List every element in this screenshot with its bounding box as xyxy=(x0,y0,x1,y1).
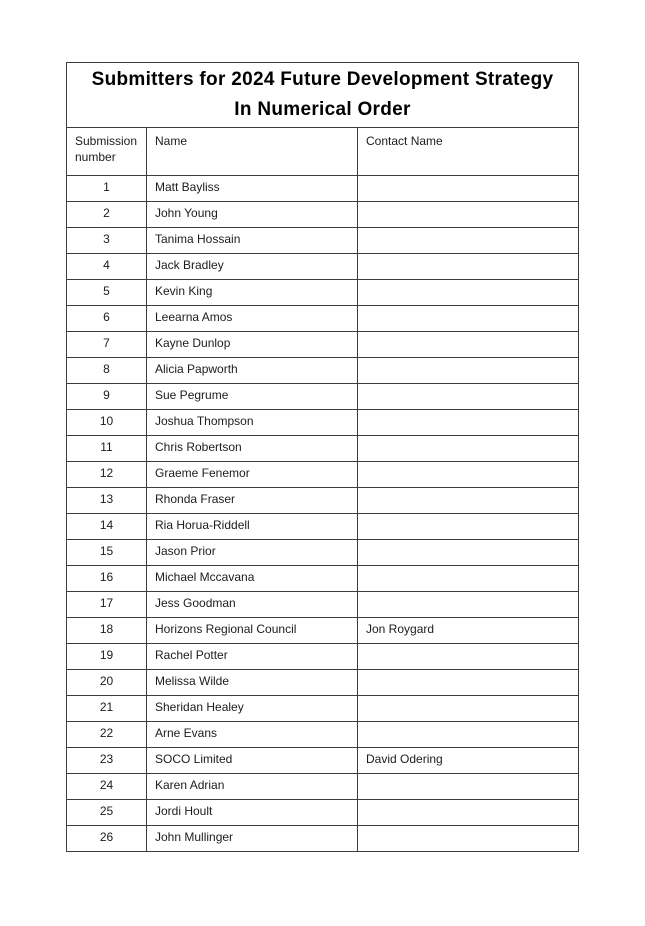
contact-name-cell xyxy=(358,306,579,332)
submitter-name-cell: Matt Bayliss xyxy=(147,176,358,202)
contact-name-cell xyxy=(358,774,579,800)
contact-name-cell xyxy=(358,384,579,410)
table-row xyxy=(67,826,579,852)
table-row xyxy=(67,774,579,800)
submission-number-cell: 8 xyxy=(67,358,147,384)
submission-number-cell: 6 xyxy=(67,306,147,332)
submission-number-cell: 4 xyxy=(67,254,147,280)
table-row xyxy=(67,514,579,540)
contact-name-cell xyxy=(358,410,579,436)
contact-name-cell xyxy=(358,540,579,566)
table-body xyxy=(67,176,579,852)
submitter-name-cell: SOCO Limited xyxy=(147,748,358,774)
table-row xyxy=(67,800,579,826)
submitter-name-cell: Ria Horua-Riddell xyxy=(147,514,358,540)
contact-name-cell xyxy=(358,202,579,228)
submission-number-cell: 19 xyxy=(67,644,147,670)
table-row xyxy=(67,358,579,384)
submission-number-cell: 15 xyxy=(67,540,147,566)
table-row xyxy=(67,670,579,696)
submission-number-cell: 5 xyxy=(67,280,147,306)
submitter-name-cell: Melissa Wilde xyxy=(147,670,358,696)
column-header-submission-number: Submission number xyxy=(67,128,147,176)
submission-number-cell: 20 xyxy=(67,670,147,696)
table-row xyxy=(67,618,579,644)
submission-number-cell: 25 xyxy=(67,800,147,826)
contact-name-cell xyxy=(358,332,579,358)
submitter-name-cell: Tanima Hossain xyxy=(147,228,358,254)
submitter-name-cell: Sue Pegrume xyxy=(147,384,358,410)
contact-name-cell xyxy=(358,670,579,696)
table-row xyxy=(67,254,579,280)
table-row xyxy=(67,748,579,774)
submitter-name-cell: Rachel Potter xyxy=(147,644,358,670)
contact-name-cell xyxy=(358,254,579,280)
table-row xyxy=(67,384,579,410)
submission-number-cell: 11 xyxy=(67,436,147,462)
column-header-contact-name: Contact Name xyxy=(358,128,579,176)
submission-number-cell: 1 xyxy=(67,176,147,202)
contact-name-cell xyxy=(358,800,579,826)
submitter-name-cell: Jordi Hoult xyxy=(147,800,358,826)
table-row xyxy=(67,540,579,566)
submitter-name-cell: Graeme Fenemor xyxy=(147,462,358,488)
table-row xyxy=(67,306,579,332)
submission-number-cell: 23 xyxy=(67,748,147,774)
submitter-name-cell: Kevin King xyxy=(147,280,358,306)
contact-name-cell xyxy=(358,592,579,618)
table-row xyxy=(67,202,579,228)
submitter-name-cell: Joshua Thompson xyxy=(147,410,358,436)
table-row xyxy=(67,644,579,670)
contact-name-cell xyxy=(358,176,579,202)
table-row xyxy=(67,332,579,358)
submitter-name-cell: Arne Evans xyxy=(147,722,358,748)
submission-number-cell: 14 xyxy=(67,514,147,540)
contact-name-cell: Jon Roygard xyxy=(358,618,579,644)
contact-name-cell xyxy=(358,722,579,748)
submission-number-cell: 18 xyxy=(67,618,147,644)
contact-name-cell xyxy=(358,826,579,852)
submitters-table xyxy=(66,62,579,852)
submitter-name-cell: Jess Goodman xyxy=(147,592,358,618)
submission-number-cell: 2 xyxy=(67,202,147,228)
submission-number-cell: 24 xyxy=(67,774,147,800)
contact-name-cell xyxy=(358,228,579,254)
submitter-name-cell: Horizons Regional Council xyxy=(147,618,358,644)
contact-name-cell xyxy=(358,514,579,540)
submitter-name-cell: John Young xyxy=(147,202,358,228)
contact-name-cell xyxy=(358,462,579,488)
contact-name-cell xyxy=(358,566,579,592)
contact-name-cell xyxy=(358,358,579,384)
document-title-line1: Submitters for 2024 Future Development Strategy xyxy=(91,69,554,90)
contact-name-cell xyxy=(358,280,579,306)
submitter-name-cell: John Mullinger xyxy=(147,826,358,852)
table-row xyxy=(67,722,579,748)
submitter-name-cell: Rhonda Fraser xyxy=(147,488,358,514)
title-row xyxy=(67,63,579,128)
submitter-name-cell: Leearna Amos xyxy=(147,306,358,332)
table-row xyxy=(67,176,579,202)
table-row xyxy=(67,488,579,514)
table-row xyxy=(67,436,579,462)
header-row xyxy=(67,128,579,176)
submission-number-cell: 16 xyxy=(67,566,147,592)
contact-name-cell: David Odering xyxy=(358,748,579,774)
table-row xyxy=(67,592,579,618)
table-row xyxy=(67,566,579,592)
document-title xyxy=(67,63,579,128)
table-row xyxy=(67,462,579,488)
table-row xyxy=(67,696,579,722)
document-title-line2: In Numerical Order xyxy=(234,99,411,120)
table-row xyxy=(67,410,579,436)
submission-number-cell: 3 xyxy=(67,228,147,254)
submitter-name-cell: Alicia Papworth xyxy=(147,358,358,384)
submission-number-cell: 7 xyxy=(67,332,147,358)
submitter-name-cell: Michael Mccavana xyxy=(147,566,358,592)
contact-name-cell xyxy=(358,696,579,722)
submitter-name-cell: Sheridan Healey xyxy=(147,696,358,722)
submitter-name-cell: Chris Robertson xyxy=(147,436,358,462)
contact-name-cell xyxy=(358,488,579,514)
table-row xyxy=(67,228,579,254)
submitter-name-cell: Karen Adrian xyxy=(147,774,358,800)
table-row xyxy=(67,280,579,306)
submission-number-cell: 13 xyxy=(67,488,147,514)
submission-number-cell: 10 xyxy=(67,410,147,436)
submission-number-cell: 26 xyxy=(67,826,147,852)
submission-number-cell: 22 xyxy=(67,722,147,748)
submission-number-cell: 9 xyxy=(67,384,147,410)
submitter-name-cell: Jason Prior xyxy=(147,540,358,566)
submission-number-cell: 12 xyxy=(67,462,147,488)
submission-number-cell: 17 xyxy=(67,592,147,618)
column-header-name: Name xyxy=(147,128,358,176)
submitter-name-cell: Jack Bradley xyxy=(147,254,358,280)
contact-name-cell xyxy=(358,644,579,670)
submission-number-cell: 21 xyxy=(67,696,147,722)
submitter-name-cell: Kayne Dunlop xyxy=(147,332,358,358)
contact-name-cell xyxy=(358,436,579,462)
